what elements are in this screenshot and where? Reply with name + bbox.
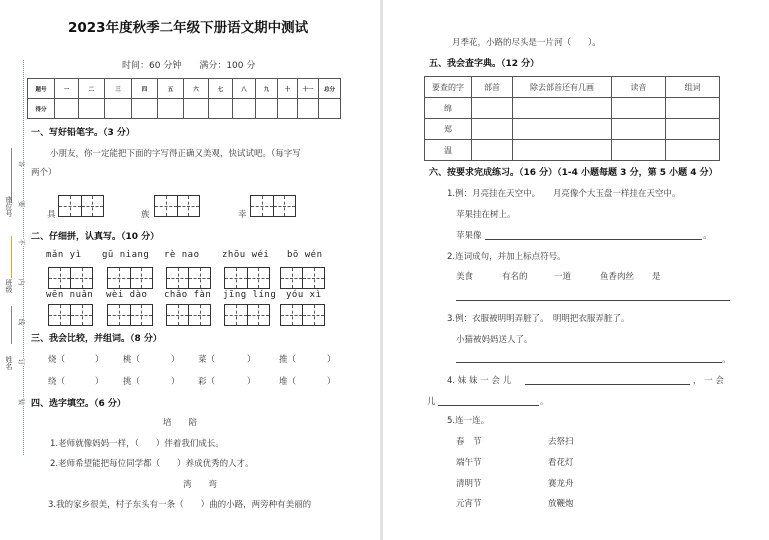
score-cell[interactable] [256, 99, 278, 119]
custom-item[interactable]: 去祭扫 [548, 437, 574, 447]
score-cell[interactable] [55, 99, 79, 119]
score-header-cell: 八 [233, 79, 256, 99]
choice-chars: 培 陪 [163, 418, 198, 428]
section3-heading: 三、我会比较，并组词。（8 分） [31, 334, 162, 344]
binding-char: 要 [17, 200, 26, 208]
score-cell[interactable] [209, 99, 233, 119]
pinyin: bō wén [287, 250, 323, 260]
dictionary-row [425, 140, 720, 161]
seat-line [11, 148, 12, 203]
writing-grid[interactable] [224, 267, 270, 289]
dict-char: 温 [425, 140, 472, 161]
score-header-cell: 五 [158, 79, 184, 99]
q4-end: 。 [540, 397, 549, 407]
dictionary-table [424, 76, 720, 161]
q3-given: 小猫被妈妈送人了。 [456, 335, 533, 345]
q2-word: 一道 [554, 272, 572, 282]
class-label: 班级 [5, 279, 13, 293]
q4-start: 4. 妹 妹 一 会 儿 [447, 376, 512, 386]
score-cell[interactable] [184, 99, 209, 119]
score-header-cell: 六 [184, 79, 209, 99]
pinyin: jīng líng [223, 290, 277, 300]
pinyin: wēn nuǎn [46, 290, 94, 300]
dict-cell[interactable] [612, 119, 666, 140]
paren-close: ） [171, 355, 180, 365]
q2-word: 美食 [456, 272, 474, 282]
binding-line [23, 60, 24, 455]
q2-word: 鱼香肉丝 [600, 272, 635, 282]
answer-line[interactable] [456, 300, 730, 301]
score-header-cell: 九 [256, 79, 278, 99]
score-header-cell: 三 [105, 79, 132, 99]
writing-grid[interactable] [280, 304, 325, 326]
answer-line[interactable] [485, 239, 702, 240]
question-3-continuation: 月季花，小路的尽头是一片河（ ）。 [452, 38, 601, 48]
binding-char: 内 [17, 278, 26, 286]
dict-cell[interactable] [513, 98, 612, 119]
q5-title: 5.连一连。 [447, 416, 490, 426]
paren-close: ） [171, 377, 180, 387]
binding-char: 线 [17, 318, 26, 326]
pinyin: gū niang [102, 250, 150, 260]
writing-grid[interactable] [154, 195, 200, 217]
writing-grid[interactable] [48, 267, 93, 289]
q4-mid: ， 一 会 [693, 376, 724, 386]
name-label: 姓名 [5, 356, 13, 370]
compare-word: 烧（ [48, 355, 66, 365]
q4-next: 儿 [427, 397, 436, 407]
custom-item[interactable]: 看花灯 [548, 458, 574, 468]
dict-cell[interactable] [612, 140, 666, 161]
pinyin: wèi dào [106, 290, 148, 300]
score-table [27, 78, 341, 119]
compare-word: 推（ [279, 355, 297, 365]
page-divider [380, 0, 383, 540]
question-2: 2.老师希望能把每位同学都（ ）养成优秀的人才。 [50, 459, 254, 469]
dict-cell[interactable] [666, 140, 720, 161]
q1-end: 。 [703, 231, 712, 241]
score-cell[interactable] [79, 99, 105, 119]
section5-heading: 五、我会查字典。（12 分） [429, 59, 540, 69]
q1-given: 苹果挂在树上。 [456, 210, 516, 220]
score-header-cell: 十一 [298, 79, 319, 99]
dictionary-row [425, 119, 720, 140]
dict-cell[interactable] [513, 119, 612, 140]
score-header-cell: 一 [55, 79, 79, 99]
pinyin: yóu xì [286, 290, 322, 300]
dict-header-cell: 部首 [472, 77, 513, 98]
q1-example: 1.例：月亮挂在天空中。 月亮像个大玉盘一样挂在天空中。 [447, 189, 681, 199]
exam-meta: 时间：60 分钟 满分：100 分 [122, 61, 256, 71]
pinyin: zhōu wéi [222, 250, 270, 260]
binding-char: 不 [17, 238, 26, 246]
compare-word: 彩（ [198, 377, 216, 387]
festival-item[interactable]: 元宵节 [456, 499, 482, 509]
q2-word: 是 [652, 272, 661, 282]
dict-header-cell: 要查的字 [425, 77, 472, 98]
dict-char: 绵 [425, 98, 472, 119]
score-cell[interactable] [298, 99, 319, 119]
q3-end: 。 [722, 355, 731, 365]
section1-instruction-cont: 两个） [31, 168, 57, 178]
score-cell[interactable] [278, 99, 298, 119]
binding-char: 装 [17, 398, 26, 406]
compare-word: 挑（ [123, 377, 141, 387]
score-cell[interactable] [319, 99, 341, 119]
q1-prompt: 苹果像 [456, 231, 482, 241]
binding-char: 答 [17, 160, 26, 168]
dict-cell[interactable] [513, 140, 612, 161]
section4-heading: 四、选字填空。（6 分） [31, 399, 126, 409]
compare-word: 菜（ [198, 355, 216, 365]
festival-item[interactable]: 端午节 [456, 458, 482, 468]
dict-cell[interactable] [666, 119, 720, 140]
pinyin: rè nao [164, 250, 200, 260]
score-header-cell: 题号 [28, 79, 55, 99]
paren-close: ） [95, 377, 104, 387]
paren-close: ） [247, 377, 256, 387]
compare-word: 绕（ [48, 377, 66, 387]
char-label: 幸 [238, 210, 247, 220]
seat-number-label: 座位号 [5, 196, 13, 217]
section6-heading: 六、按要求完成练习。（16 分）（1-4 小题每题 3 分，第 5 小题 4 分） [429, 168, 718, 178]
writing-grid[interactable] [107, 304, 153, 326]
answer-line[interactable] [525, 384, 690, 385]
writing-grid[interactable] [48, 304, 93, 326]
writing-grid[interactable] [166, 304, 211, 326]
score-cell[interactable] [105, 99, 132, 119]
paren-close: ） [327, 377, 336, 387]
score-cell[interactable] [233, 99, 256, 119]
score-header-cell: 二 [79, 79, 105, 99]
dict-cell[interactable] [472, 98, 513, 119]
score-header-cell: 七 [209, 79, 233, 99]
score-table-score-row [28, 99, 341, 119]
compare-word: 桃（ [123, 355, 141, 365]
dict-cell[interactable] [666, 98, 720, 119]
custom-item[interactable]: 放鞭炮 [548, 499, 574, 509]
writing-grid[interactable] [280, 267, 325, 289]
pinyin: chǎo fàn [164, 290, 212, 300]
paren-close: ） [247, 355, 256, 365]
dict-char: 郑 [425, 119, 472, 140]
section2-heading: 二、仔细拼，认真写。（10 分） [31, 232, 160, 242]
answer-line[interactable] [456, 362, 722, 363]
dict-header-cell: 除去部首还有几画 [513, 77, 612, 98]
char-label: 具 [47, 210, 56, 220]
section1-instruction: 小朋友，你一定能把下面的字写得正确又美观，快试试吧。（每字写 [50, 149, 301, 159]
pinyin: mǎn yì [46, 250, 82, 260]
q2-word: 有名的 [502, 272, 528, 282]
dict-header-cell: 组词 [666, 77, 720, 98]
answer-line[interactable] [438, 405, 539, 406]
score-header-cell: 四 [132, 79, 158, 99]
custom-item[interactable]: 赛龙舟 [548, 479, 574, 489]
dictionary-row [425, 98, 720, 119]
dict-header-cell: 读音 [612, 77, 666, 98]
q3-example: 3.例：衣服被明明弄脏了。 明明把衣服弄脏了。 [447, 314, 630, 324]
dict-cell[interactable] [612, 98, 666, 119]
writing-grid[interactable] [58, 195, 104, 217]
score-header-cell: 十 [278, 79, 298, 99]
dict-cell[interactable] [472, 119, 513, 140]
q2-title: 2.连词成句，并加上标点符号。 [447, 252, 566, 262]
writing-grid[interactable] [166, 267, 211, 289]
compare-word: 堆（ [279, 377, 297, 387]
score-header-cell: 总分 [319, 79, 341, 99]
binding-char: 订 [17, 358, 26, 366]
score-cell[interactable] [158, 99, 184, 119]
paren-close: ） [95, 355, 104, 365]
char-label: 族 [141, 210, 150, 220]
paren-close: ） [327, 355, 336, 365]
writing-grid[interactable] [250, 195, 296, 217]
class-line [11, 236, 12, 278]
writing-grid[interactable] [107, 267, 153, 289]
question-1: 1.老师就像妈妈一样，（ ）伴着我们成长。 [50, 439, 224, 449]
dict-cell[interactable] [472, 140, 513, 161]
dictionary-header-row [425, 77, 720, 98]
section1-heading: 一、写好铅笔字。（3 分） [31, 128, 135, 138]
score-row-label: 得分 [28, 99, 55, 119]
festival-item[interactable]: 春 节 [456, 437, 482, 447]
score-table-header-row [28, 79, 341, 99]
question-3: 3.我的家乡很美，村子东头有一条（ ）曲的小路，两旁种有美丽的 [48, 500, 312, 510]
festival-item[interactable]: 清明节 [456, 479, 482, 489]
name-line [11, 306, 12, 344]
choice-chars: 湾 弯 [183, 480, 218, 490]
writing-grid[interactable] [224, 304, 270, 326]
exam-title: 2023年度秋季二年级下册语文期中测试 [68, 20, 309, 36]
score-cell[interactable] [132, 99, 158, 119]
